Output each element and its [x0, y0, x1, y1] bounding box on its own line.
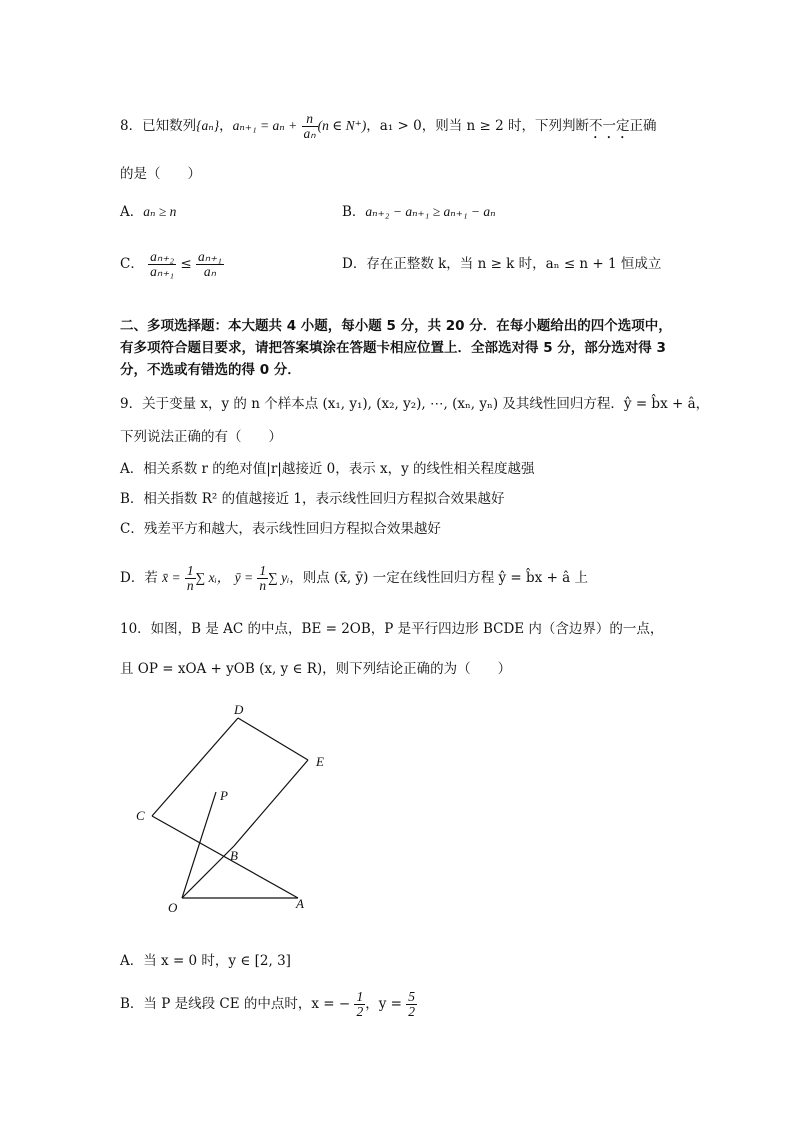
- label-P: P: [220, 788, 228, 803]
- q9-option-a: A．相关系数 r 的绝对值|r|越接近 0，表示 x，y 的线性相关程度越强: [120, 461, 535, 477]
- q9-option-d: D．若 x̄ = $\frac{1}{n}$ ∑ xᵢ， ȳ = $\frac{1}{n}$ ∑ yᵢ，则点 (x̄, ȳ) 一定在线性回归方程 ŷ = b̂x + â 上: [120, 563, 589, 593]
- label-D: D: [234, 702, 244, 717]
- q8-condition: ，a₁ > 0，则当 n ≥ 2 时，下列判断: [366, 118, 590, 134]
- q8-fraction: $\frac{n}{\text{aₙ}}$: [303, 111, 316, 141]
- q8-sequence: {aₙ}: [196, 118, 220, 133]
- q8-recurrence: aₙ₊₁ = aₙ +: [232, 118, 298, 133]
- label-C: C: [136, 808, 145, 823]
- q8-option-b: B．aₙ₊₂ − aₙ₊₁ ≥ aₙ₊₁ − aₙ: [342, 204, 496, 220]
- q8-domain: (n ∈ N⁺): [317, 118, 367, 133]
- q9-option-b: B．相关指数 R² 的值越接近 1，表示线性回归方程拟合效果越好: [120, 491, 505, 507]
- segment-OP: [182, 792, 216, 898]
- label-A: A: [296, 896, 304, 911]
- section2-line3: 分，不选或有错选的得 0 分．: [120, 362, 301, 378]
- q8-option-c: C． $\frac{\text{aₙ₊₂}}{\text{aₙ₊₁}}$ ≤ $\frac{\text{aₙ₊₁}}{\text{aₙ}}$: [120, 249, 222, 279]
- q8-emphasis: 不一定: [589, 118, 630, 134]
- segment-CA: [152, 816, 298, 898]
- segment-DE: [238, 718, 308, 760]
- section2-line1: 二、多项选择题：本大题共 4 小题，每小题 5 分，共 20 分．在每小题给出的四个选项中，: [120, 318, 672, 334]
- q8-stem: 8．已知数列{aₙ}，aₙ₊₁ = aₙ + $\frac{n}{\text{aₙ}}$ (n ∈ N⁺)，a₁ > 0，则当 n ≥ 2 时，下列判断不一定正确: [120, 111, 657, 141]
- q8-option-d: D．存在正整数 k，当 n ≥ k 时，aₙ ≤ n + 1 恒成立: [342, 256, 662, 272]
- label-E: E: [316, 754, 324, 769]
- q8-number: 8．: [120, 118, 143, 134]
- q10-option-b: B．当 P 是线段 CE 的中点时，x = − $\frac{1}{2}$ ，y = $\frac{5}{2}$: [120, 989, 416, 1019]
- q8-stem-line2: 的是（ ）: [120, 166, 201, 182]
- label-O: O: [168, 900, 178, 915]
- section2-line2: 有多项符合题目要求，请把答案填涂在答题卡相应位置上．全部选对得 5 分，部分选对得 3: [120, 340, 666, 356]
- q9-option-c: C．残差平方和越大，表示线性回归方程拟合效果越好: [120, 521, 441, 537]
- q8-option-a: A．aₙ ≥ n: [120, 204, 177, 220]
- segment-EB: [234, 760, 308, 846]
- q8-stem-post: 正确: [629, 118, 657, 134]
- q8-stem-pre: 已知数列: [142, 118, 197, 134]
- parallelogram-figure: [130, 700, 350, 920]
- q10-stem-line2: 且 OP = xOA + yOB (x, y ∈ R)，则下列结论正确的为（ ）: [120, 661, 512, 677]
- q10-option-a: A．当 x = 0 时，y ∈ [2, 3]: [120, 953, 291, 969]
- q9-stem-line2: 下列说法正确的有（ ）: [120, 429, 282, 445]
- label-B: B: [230, 848, 238, 863]
- q9-stem: 9．关于变量 x，y 的 n 个样本点 (x₁, y₁), (x₂, y₂), ⋯, (xₙ, yₙ) 及其线性回归方程．ŷ = b̂x + â，: [120, 396, 710, 412]
- q10-stem: 10．如图，B 是 AC 的中点，BE = 2OB，P 是平行四边形 BCDE 内（含边界）的一点，: [120, 621, 664, 637]
